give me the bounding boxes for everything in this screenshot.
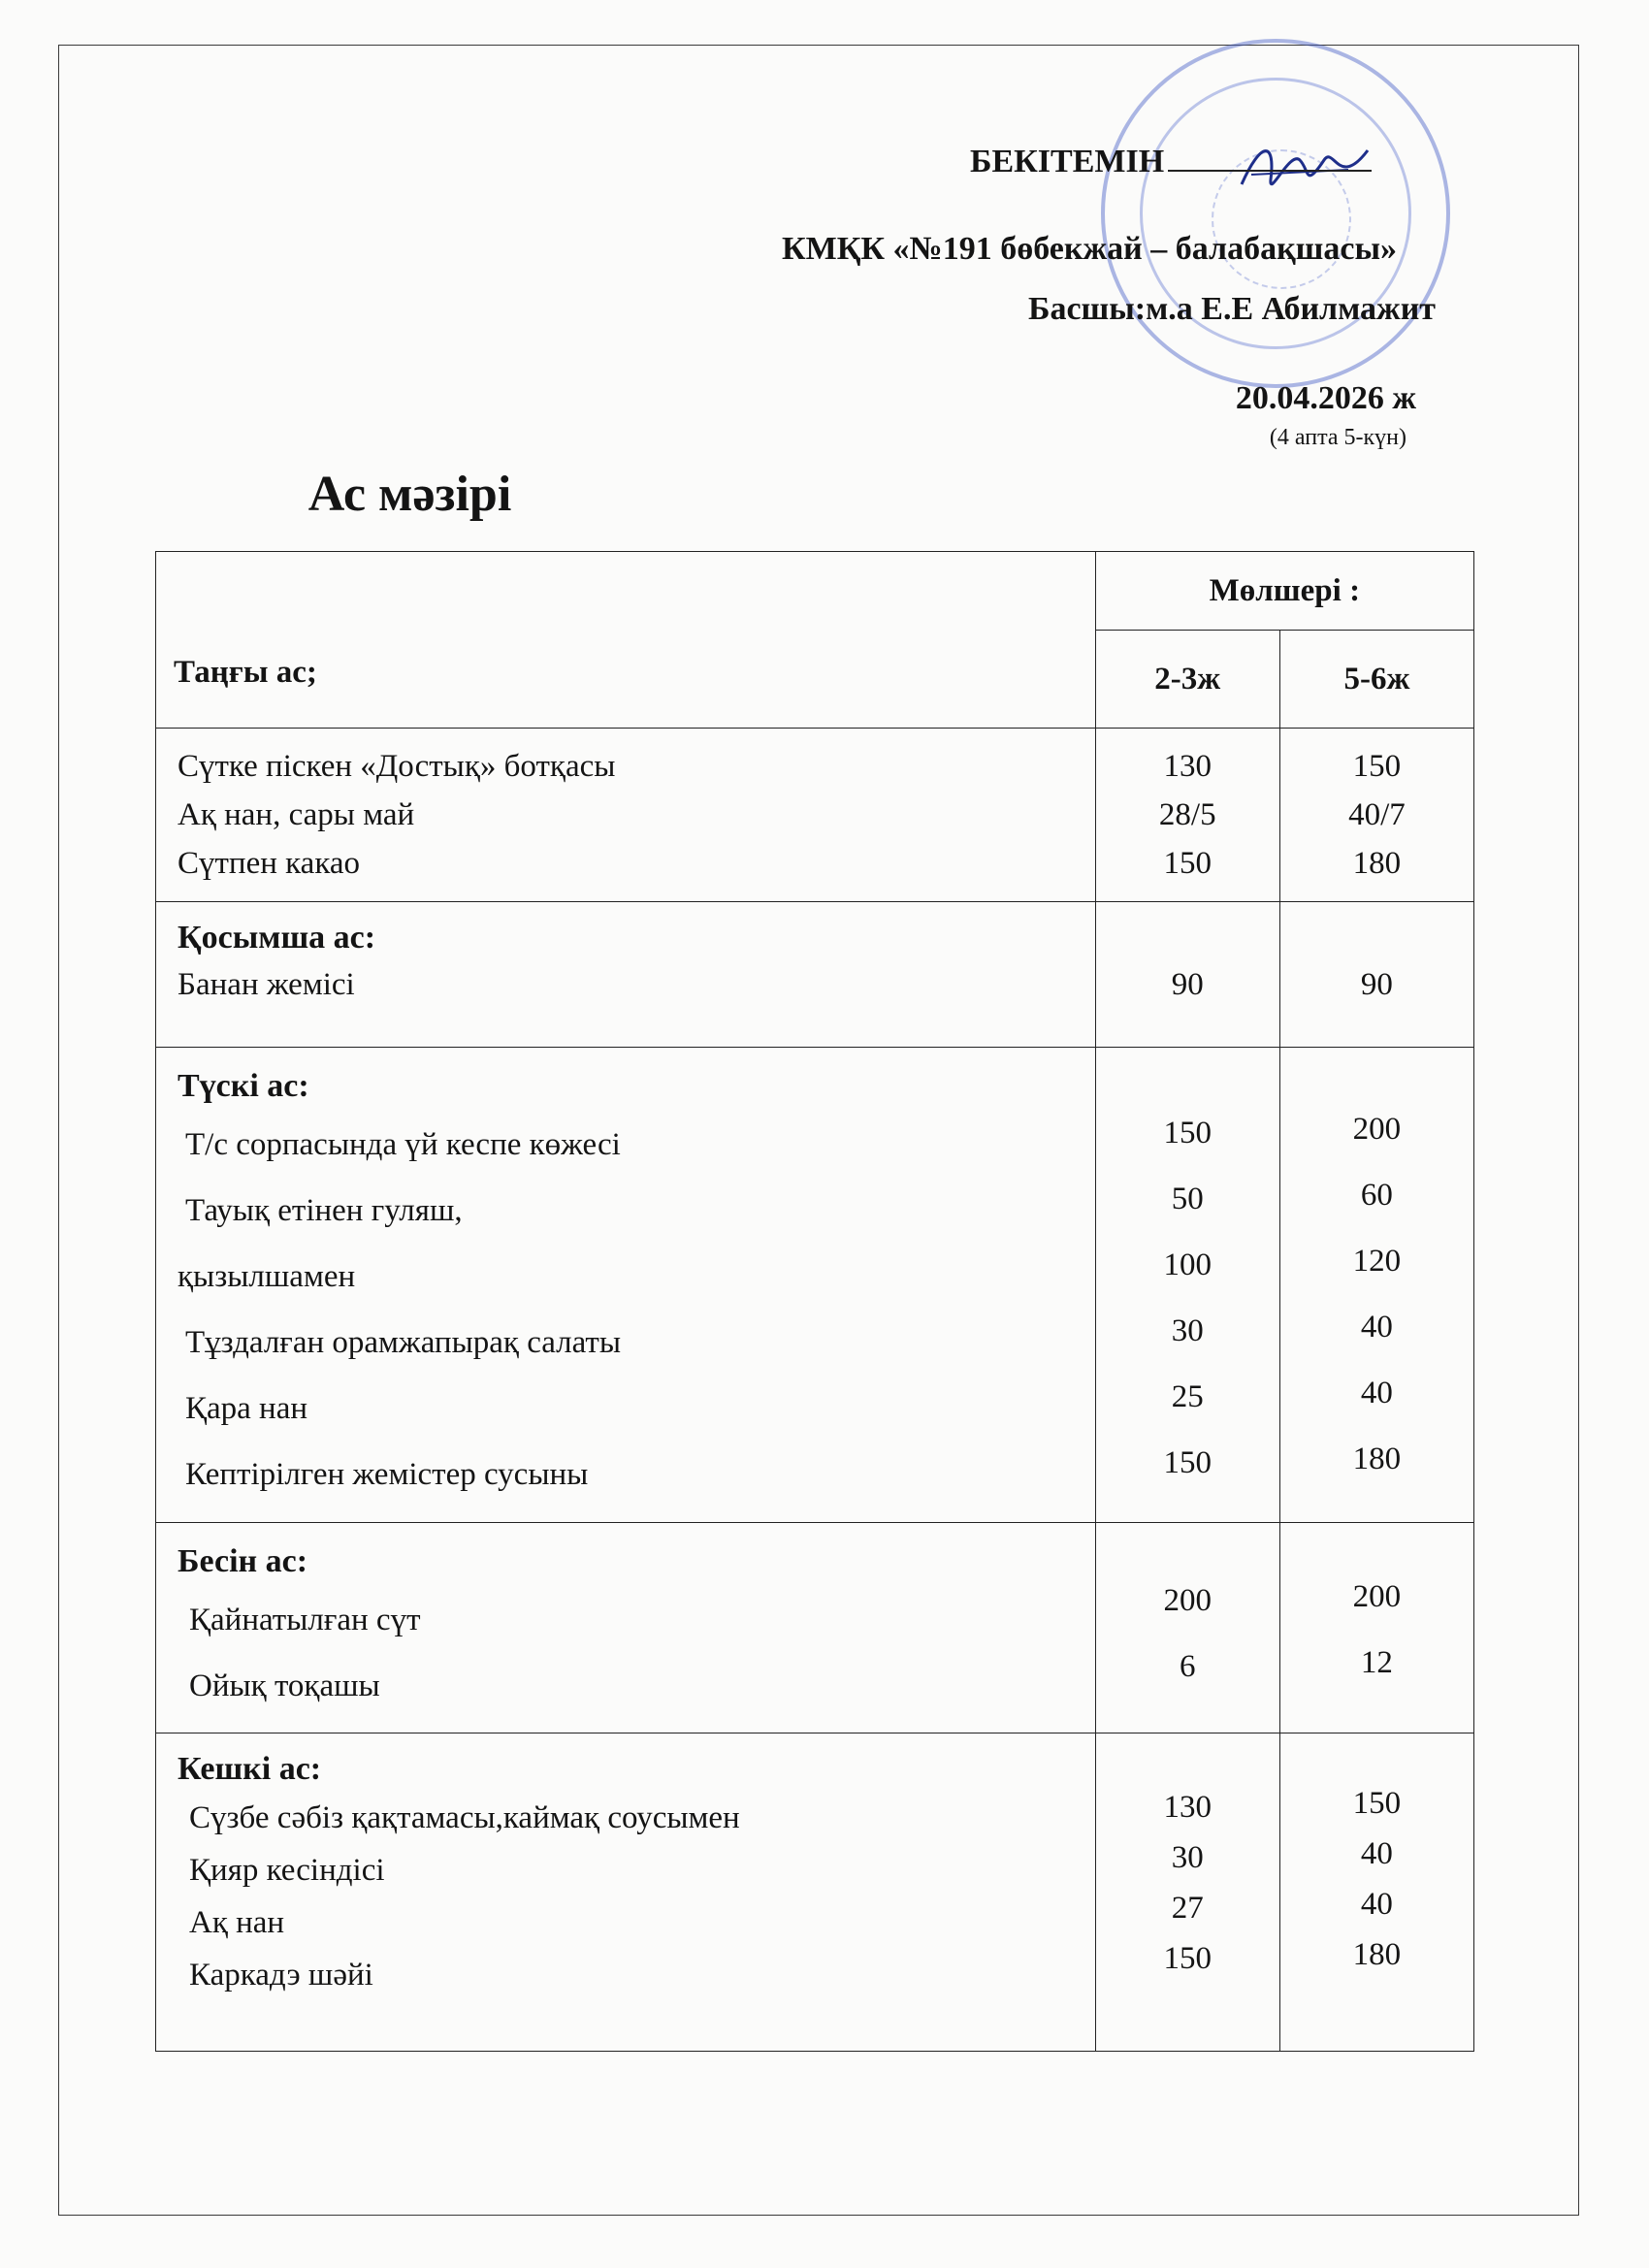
qty-value: 130	[1163, 749, 1212, 784]
qty-value: 200	[1352, 1112, 1402, 1147]
age-group-b: 5-6ж	[1279, 631, 1473, 729]
menu-date: 20.04.2026 ж	[1235, 380, 1416, 416]
lunch-items	[156, 1048, 1096, 1523]
header-row	[156, 552, 1474, 631]
list-item: Банан жемісі	[178, 967, 355, 1002]
qty-value: 40/7	[1348, 797, 1406, 832]
spacer	[1096, 1061, 1279, 1100]
section-title-dinner: Кешкі ас:	[178, 1751, 322, 1787]
dinner-items	[156, 1733, 1096, 2052]
list-item: Ақ нан	[189, 1905, 285, 1940]
qty-value: 40	[1360, 1310, 1393, 1345]
qty-value: 30	[1171, 1313, 1204, 1348]
week-day: (4 апта 5-күн)	[1269, 425, 1406, 450]
qty-value: 28/5	[1158, 797, 1216, 832]
spacer	[1096, 916, 1279, 960]
list-item: Сүзбе сәбіз қақтамасы,каймақ соусымен	[189, 1800, 740, 1835]
list-item: қызылшамен	[178, 1259, 356, 1294]
qty-value: 150	[1352, 1786, 1402, 1821]
breakfast-items	[156, 729, 1096, 902]
list-item: Ақ нан, сары май	[178, 797, 415, 832]
qty-value: 30	[1171, 1840, 1204, 1875]
section-title-afternoon: Бесін ас:	[178, 1543, 308, 1579]
spacer	[1280, 1537, 1473, 1564]
list-item: Сүтпен какао	[178, 846, 361, 881]
menu-table	[155, 551, 1474, 2052]
table-row	[156, 729, 1474, 902]
qty-value: 40	[1360, 1887, 1393, 1922]
qty-value: 120	[1352, 1244, 1402, 1279]
quantity-header: Мөлшері :	[1095, 552, 1473, 631]
list-item: Т/с сорпасында үй кеспе көжесі	[185, 1127, 621, 1162]
qty-value: 150	[1163, 1116, 1212, 1150]
breakfast-qty-a	[1095, 729, 1279, 902]
qty-value: 150	[1163, 1445, 1212, 1480]
dinner-qty-a	[1095, 1733, 1279, 2052]
list-item: Ойық тоқашы	[189, 1669, 380, 1703]
page-title-text: Ас мәзірі	[307, 467, 512, 522]
table-row	[156, 1523, 1474, 1733]
qty-value: 100	[1163, 1247, 1212, 1282]
list-item: Қияр кесіндісі	[189, 1853, 385, 1888]
table-row	[156, 902, 1474, 1048]
section-title-lunch: Түскі ас:	[178, 1068, 309, 1104]
snack-qty-b	[1279, 902, 1473, 1048]
qty-value: 90	[1171, 967, 1204, 1002]
list-item: Сүтке піскен «Достық» ботқасы	[178, 749, 616, 784]
qty-value: 180	[1352, 1937, 1402, 1972]
head-name: Басшы:м.а Е.Е Абилмажит	[1027, 291, 1436, 327]
list-item: Тұздалған орамжапырақ салаты	[185, 1325, 622, 1360]
list-item: Қара нан	[185, 1391, 308, 1426]
signature-line	[1168, 146, 1372, 172]
breakfast-qty-b	[1279, 729, 1473, 902]
spacer	[1280, 916, 1473, 960]
list-item: Кептірілген жемістер сусыны	[185, 1457, 589, 1492]
list-item: Каркадэ шәйі	[189, 1958, 373, 1993]
table-row	[156, 1048, 1474, 1523]
qty-value: 130	[1163, 1790, 1212, 1825]
qty-value: 180	[1352, 1442, 1402, 1476]
qty-value: 6	[1180, 1649, 1196, 1684]
spacer	[1280, 1061, 1473, 1096]
qty-value: 90	[1360, 967, 1393, 1002]
lunch-qty-a	[1095, 1048, 1279, 1523]
qty-value: 180	[1352, 846, 1402, 881]
age-group-a: 2-3ж	[1095, 631, 1279, 729]
lunch-qty-b	[1279, 1048, 1473, 1523]
qty-value: 150	[1352, 749, 1402, 784]
dinner-qty-b	[1279, 1733, 1473, 2052]
organization-name: КМҚК «№191 бөбекжай – балабақшасы»	[782, 231, 1397, 267]
qty-value: 50	[1171, 1182, 1204, 1216]
qty-value: 200	[1352, 1579, 1402, 1614]
table-row	[156, 1733, 1474, 2052]
snack-items	[156, 902, 1096, 1048]
qty-value: 150	[1163, 1941, 1212, 1976]
qty-value: 40	[1360, 1376, 1393, 1410]
afternoon-qty-a	[1095, 1523, 1279, 1733]
approve-label: БЕКІТЕМІН	[970, 144, 1165, 179]
qty-value: 200	[1163, 1583, 1212, 1618]
spacer	[1280, 1747, 1473, 1778]
list-item: Тауық етінен гуляш,	[185, 1193, 463, 1228]
qty-value: 25	[1171, 1379, 1204, 1414]
qty-value: 40	[1360, 1836, 1393, 1871]
qty-value: 27	[1171, 1891, 1204, 1926]
section-title-snack: Қосымша ас:	[178, 920, 376, 956]
section-title-breakfast: Таңғы ас;	[156, 552, 1096, 729]
qty-value: 12	[1360, 1645, 1393, 1680]
qty-value: 60	[1360, 1178, 1393, 1213]
qty-value: 150	[1163, 846, 1212, 881]
afternoon-items	[156, 1523, 1096, 1733]
approve-line	[970, 144, 1372, 180]
snack-qty-a	[1095, 902, 1279, 1048]
page-title	[0, 466, 1649, 523]
list-item: Қайнатылған сүт	[189, 1603, 421, 1637]
afternoon-qty-b	[1279, 1523, 1473, 1733]
spacer	[1096, 1537, 1279, 1568]
official-stamp	[1101, 39, 1450, 388]
spacer	[1096, 1747, 1279, 1782]
